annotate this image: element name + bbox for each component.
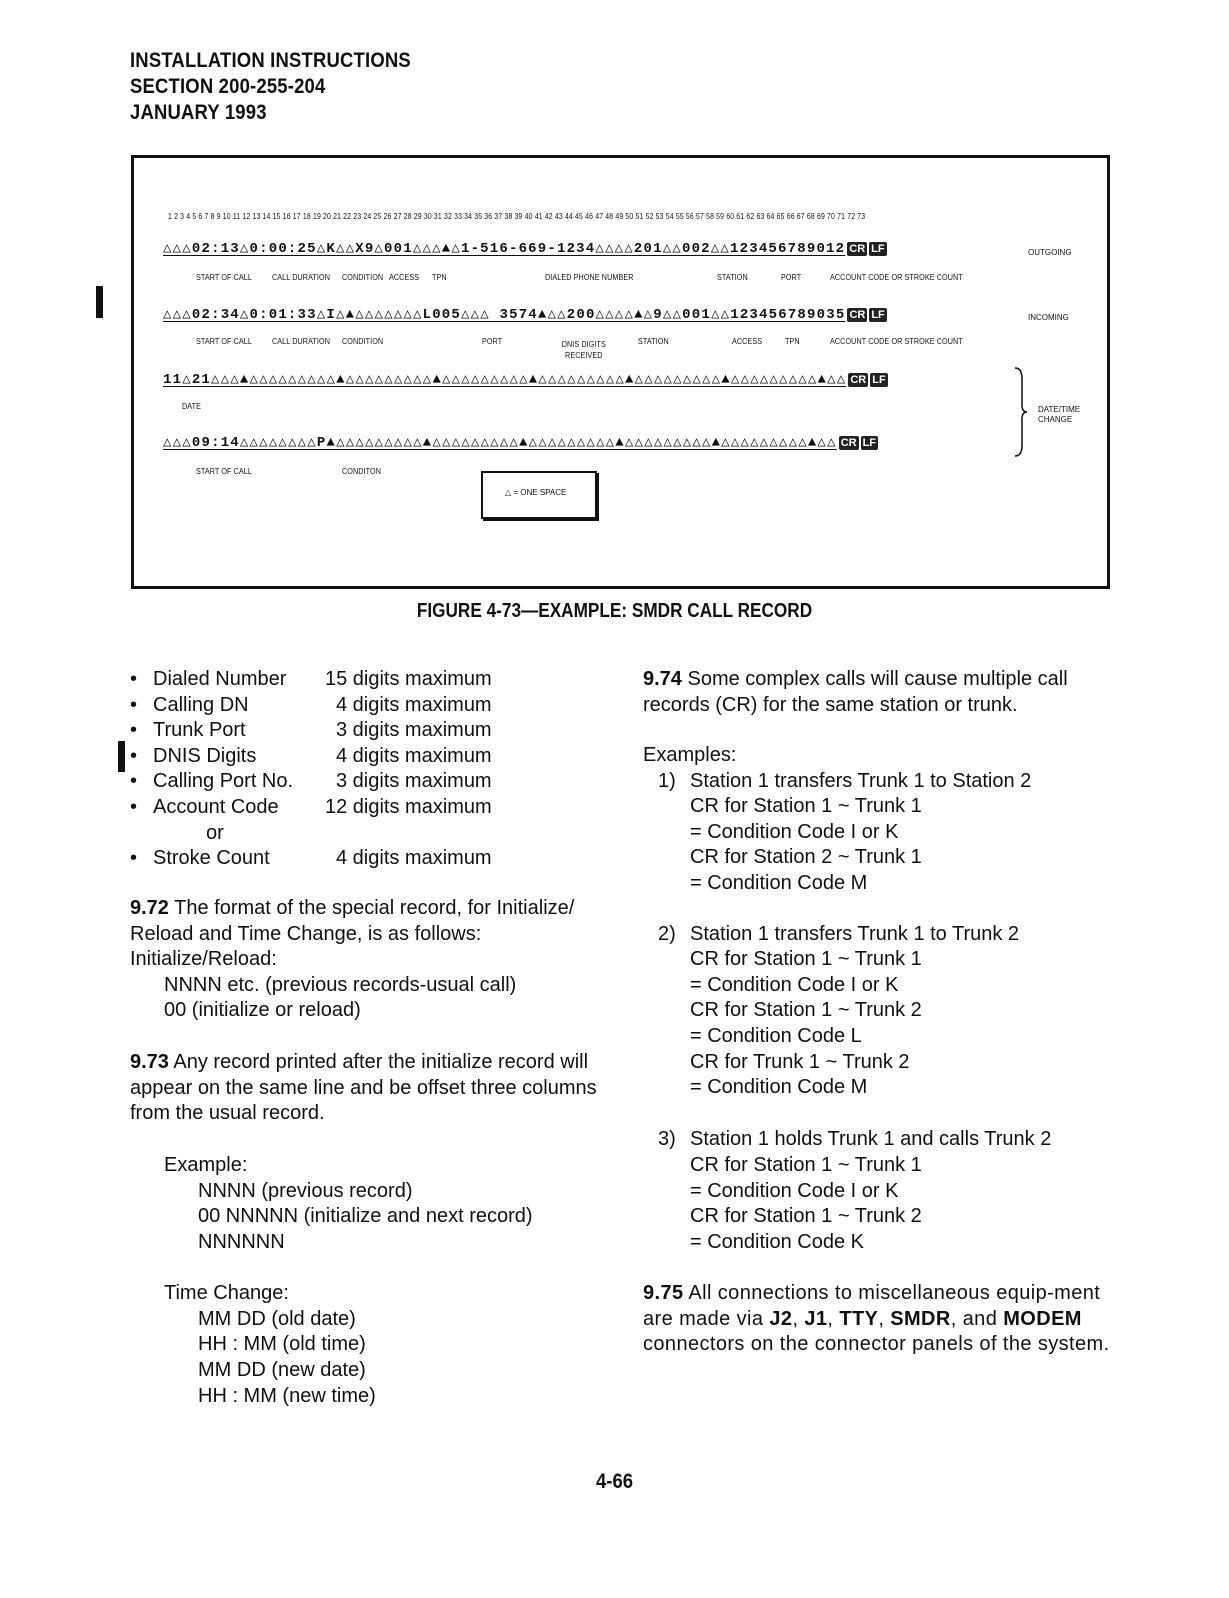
- example-line: NNNNNN: [198, 1231, 285, 1253]
- lf-marker: LF: [862, 437, 877, 449]
- example-number: 3): [658, 1128, 676, 1150]
- header-section: SECTION 200-255-204: [130, 75, 326, 98]
- time-change-record: [163, 434, 878, 451]
- field-label: ACCOUNT CODE OR STROKE COUNT: [830, 337, 963, 346]
- paragraph-9-74: 9.74 Some complex calls will cause multiple call records (CR) for the same station or trunk.: [643, 668, 1068, 716]
- field-label: CONDITION: [342, 337, 384, 346]
- list-item: • Calling Port No. 3 digits maximum: [130, 770, 492, 793]
- list-item: or: [206, 821, 224, 844]
- example-label: Example:: [164, 1154, 248, 1176]
- time-change-label: Time Change:: [164, 1282, 289, 1304]
- field-label: DIALED PHONE NUMBER: [545, 273, 634, 282]
- example-line: = Condition Code M: [690, 872, 868, 894]
- field-label: CALL DURATION: [272, 337, 330, 346]
- revision-bar: [118, 741, 125, 772]
- init-line: NNNN etc. (previous records-usual call): [164, 974, 517, 996]
- field-label: ACCOUNT CODE OR STROKE COUNT: [830, 273, 963, 282]
- field-label: CONDITION: [342, 273, 384, 282]
- example-number: 2): [658, 923, 676, 945]
- example-line: CR for Station 1 ~ Trunk 1: [690, 948, 922, 970]
- outgoing-record: [163, 240, 887, 257]
- field-label: STATION: [717, 273, 748, 282]
- field-label: ACCESS: [389, 273, 420, 282]
- header-date: JANUARY 1993: [130, 101, 267, 124]
- example-line: CR for Station 2 ~ Trunk 1: [690, 846, 922, 868]
- record-text: △△△02:13△0:00:25△K△△X9△001△△△▲△1-516-669-1234△△△△201△△002△△123456789012: [163, 241, 846, 257]
- document-header: [130, 48, 411, 126]
- list-item: • Dialed Number 15 digits maximum: [130, 668, 492, 690]
- example-title: Station 1 holds Trunk 1 and calls Trunk 2: [690, 1128, 1052, 1150]
- list-item: • Trunk Port 3 digits maximum: [130, 719, 492, 742]
- cr-marker: CR: [840, 437, 857, 449]
- list-item: • Account Code 12 digits maximum: [130, 795, 492, 818]
- revision-bar: [96, 286, 103, 318]
- example-line: CR for Station 1 ~ Trunk 2: [690, 1205, 922, 1227]
- field-label: DNIS DIGITS RECEIVED: [561, 340, 606, 360]
- lf-marker: LF: [871, 243, 885, 255]
- example-line: = Condition Code K: [690, 1231, 865, 1253]
- column-number-ruler: 1 2 3 4 5 6 7 8 9 10 11 12 13 14 15 16 17 18 19 20 21 22 23 24 25 26 27 28 29 30 31 32 33 34 35 36 37 38 39 40 41 42 43 44 45 46 47 48 49 50 51 52 53 54 55 56 57 58 59 60 61 62 63 64 65 66 67 68 69 70 71 72 73: [168, 212, 866, 221]
- record-text: △△△09:14△△△△△△△△P▲△△△△△△△△△▲△△△△△△△△△▲△△△△△△△△△▲△△△△△△△△△▲△△△△△△△△△▲△△: [163, 435, 837, 451]
- field-label: CALL DURATION: [272, 273, 330, 282]
- field-label: ACCESS: [732, 337, 763, 346]
- example-line: = Condition Code M: [690, 1076, 868, 1098]
- list-item: • Stroke Count 4 digits maximum: [130, 847, 492, 870]
- example-line: CR for Station 1 ~ Trunk 1: [690, 795, 922, 817]
- example-line: = Condition Code I or K: [690, 821, 899, 843]
- init-line: 00 (initialize or reload): [164, 999, 361, 1021]
- field-label: TPN: [432, 273, 447, 282]
- example-title: Station 1 transfers Trunk 1 to Station 2: [690, 770, 1032, 792]
- time-change-line: HH : MM (new time): [198, 1385, 376, 1407]
- example-line: NNNN (previous record): [198, 1180, 413, 1202]
- example-number: 1): [658, 770, 676, 792]
- example-line: = Condition Code L: [690, 1025, 862, 1047]
- examples-label: Examples:: [643, 744, 737, 766]
- time-change-line: HH : MM (old time): [198, 1333, 366, 1355]
- record-text: 11△21△△△▲△△△△△△△△△▲△△△△△△△△△▲△△△△△△△△△▲△△△△△△△△△▲△△△△△△△△△▲△△△△△△△△△▲△△: [163, 372, 847, 388]
- field-label: START OF CALL: [196, 467, 252, 476]
- time-change-line: MM DD (new date): [198, 1359, 366, 1381]
- record-type-label: INCOMING: [1028, 313, 1069, 322]
- example-title: Station 1 transfers Trunk 1 to Trunk 2: [690, 923, 1020, 945]
- cr-marker: CR: [849, 243, 866, 255]
- record-type-label: OUTGOING: [1028, 248, 1072, 257]
- field-label: PORT: [781, 273, 802, 282]
- field-label: START OF CALL: [196, 337, 252, 346]
- field-label: TPN: [785, 337, 800, 346]
- list-item: • Calling DN 4 digits maximum: [130, 693, 492, 716]
- date-change-record: [163, 371, 888, 388]
- figure-caption: FIGURE 4-73—EXAMPLE: SMDR CALL RECORD: [416, 600, 813, 622]
- cr-marker: CR: [850, 374, 867, 386]
- init-reload-label: Initialize/Reload:: [130, 948, 277, 970]
- field-limits-list: [130, 667, 492, 872]
- lf-marker: LF: [871, 309, 885, 321]
- lf-marker: LF: [872, 374, 886, 386]
- paragraph-9-73: 9.73 Any record printed after the initialize record will appear on the same line and be offset three columns from the usual record.: [130, 1051, 597, 1125]
- paragraph-9-72: 9.72 The format of the special record, for Initialize/ Reload and Time Change, is as follows:: [130, 897, 575, 945]
- field-label: PORT: [482, 337, 503, 346]
- field-label: STATION: [638, 337, 669, 346]
- right-brace: [1014, 367, 1028, 457]
- example-line: CR for Station 1 ~ Trunk 2: [690, 999, 922, 1021]
- header-title: INSTALLATION INSTRUCTIONS: [130, 49, 411, 72]
- legend-text: △ = ONE SPACE: [505, 488, 567, 497]
- field-label: DATE: [182, 402, 202, 411]
- time-change-line: MM DD (old date): [198, 1308, 356, 1330]
- incoming-record: [163, 306, 887, 323]
- cr-marker: CR: [849, 309, 866, 321]
- field-label: START OF CALL: [196, 273, 252, 282]
- field-label: CONDITON: [342, 467, 381, 476]
- page-number: 4-66: [596, 1470, 633, 1493]
- example-line: 00 NNNNN (initialize and next record): [198, 1205, 533, 1227]
- legend-box: [481, 471, 597, 519]
- example-line: CR for Station 1 ~ Trunk 1: [690, 1154, 922, 1176]
- example-line: = Condition Code I or K: [690, 974, 899, 996]
- paragraph-9-75: 9.75 All connections to miscellaneous equip-ment are made via J2, J1, TTY, SMDR, and MODEM connectors on the connector panels of the system.: [643, 1282, 1110, 1356]
- example-line: CR for Trunk 1 ~ Trunk 2: [690, 1051, 910, 1073]
- record-text: △△△02:34△0:01:33△I△▲△△△△△△△L005△△△ 3574▲△△200△△△△▲△9△△001△△123456789035: [163, 307, 846, 323]
- date-time-change-label: DATE/TIME CHANGE: [1038, 405, 1081, 424]
- list-item: • DNIS Digits 4 digits maximum: [130, 744, 492, 767]
- example-line: = Condition Code I or K: [690, 1180, 899, 1202]
